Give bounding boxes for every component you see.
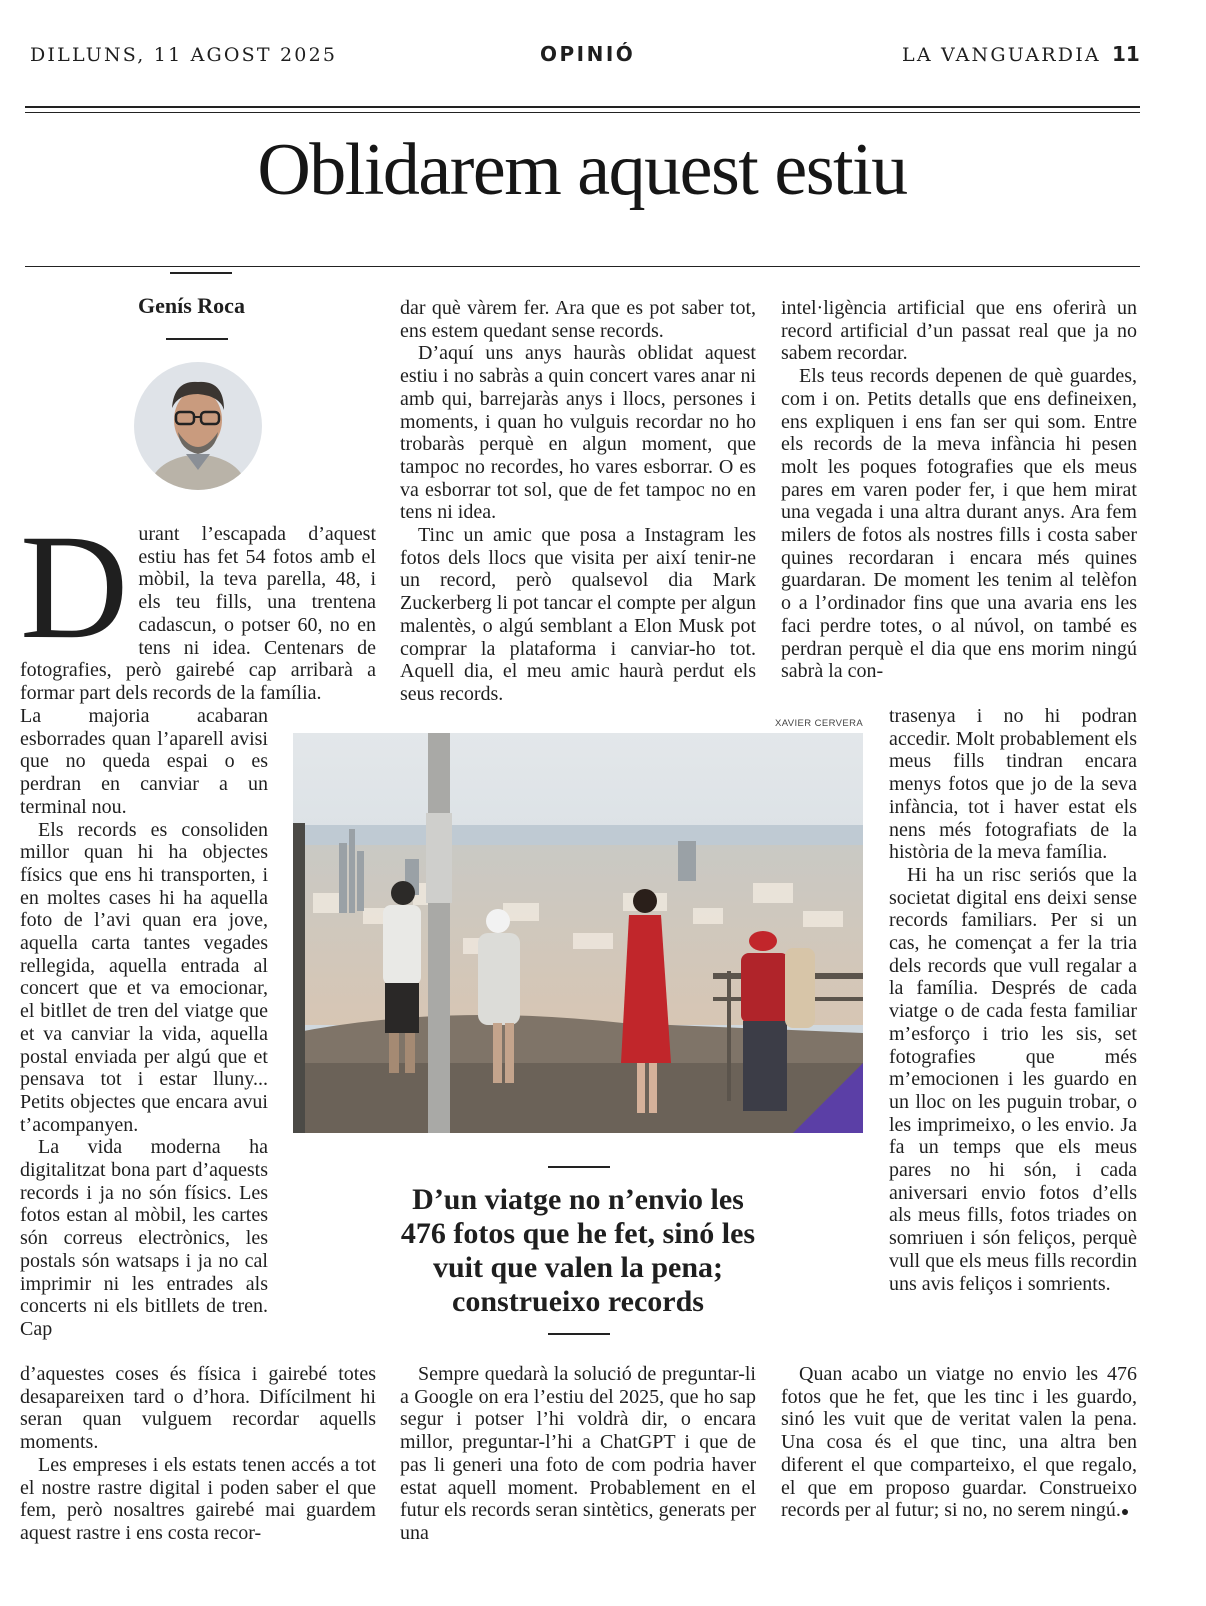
paragraph-google-chatgpt: Sempre quedarà la solució de preguntar-li a Google on era l’estiu del 2025, que ho sap segur i potser l’hi voldrà dir, o encara millor, preguntar-l’hi a ChatGPT i que de pas li generi una foto de com podria haver estat aquell moment. Probablement en el futur els records seran sintètics, generats per una (400, 1363, 756, 1544)
photo-credit: XAVIER CERVERA (775, 718, 864, 729)
headline: Oblidarem aquest estiu (257, 129, 907, 211)
byline-rule-bottom (166, 338, 228, 340)
paragraph-closing (781, 1363, 1137, 1525)
title-rule (25, 266, 1140, 267)
byline-rule-top (170, 272, 232, 274)
paragraph-serious-risk: Hi ha un risc seriós que la societat digital ens deixi sense records familiars. Per si un cas, he començat a fer la tria dels records que vull regalar a la família. Després de cada viatge o de cada festa familiar m’esforço i trio les sis, set fotografies que més m’emocionen i les guardo en un lloc on les puguin trobar, o les imprimeixo, o les envio. Ja fa un temps que els meus pares no hi són, i cada aniversari envio fotos d’ells als meus fills, fotos triades on somriuen i són feliços, perquè vull que els meus fills recordin uns avis feliços i somrients. (889, 863, 1137, 1295)
header-rule-bottom (25, 112, 1140, 113)
header-rule-top (25, 106, 1140, 108)
column-3-lower (781, 1363, 1137, 1525)
paragraph-digital-trace: Les empreses i els estats tenen accés a tot el nostre rastre digital i poden saber el que fem, però nosaltres gairebé mai guardem aquest rastre i ens costa recor- (20, 1453, 376, 1544)
closing-text: Quan acabo un viatge no envio les 476 fotos que he fet, que les tinc i les guardo, sinó les vuit que de veritat valen la pena. Una cosa és el que tinc, una altra ben diferent el que comparteixo, el que regalo, el que em proposo guardar. Construeixo records per al futur; si no, no serem ningú. (781, 1363, 1137, 1522)
author-portrait (134, 362, 262, 490)
article-photo (293, 733, 863, 1133)
pull-quote-rule-top (548, 1166, 610, 1168)
paragraph-your-memories: Els teus records depenen de què guardes, com i on. Petits detalls que ens defineixen, ens expliquen i ens fan ser qui som. Entre els records de la meva infància hi pesen molt les poques fotografies que els meus pares em varen poder fer, i que hem mirat una vegada i una altra durant anys. Ara fem milers de fotos als nostres fills i costa saber quines recordaran i encara més quines guardaran. De moment les tenim al telèfon o a l’ordinador fins que una avaria ens les faci perdre totes, o al núvol, on també es perdran perquè el dia que ens morim ningú sabrà la con- (781, 365, 1137, 683)
paragraph-intro: urant l’escapada d’aquest estiu has fet 54 fotos amb el mòbil, la teva parella, 48, i els teu fills, una trentena cadascun, o potser 60, no en tens ni idea. Centenars de fotografies, però gairebé cap arribarà a formar part dels records de la família. (20, 523, 376, 704)
end-mark: ● (1120, 1505, 1130, 1521)
column-3-middle (889, 705, 1137, 1295)
paragraph-digitalized-continued: d’aquestes coses és física i gairebé totes desapareixen tard o d’hora. Difícilment hi seran quan vulguem recordar aquells moments. (20, 1363, 376, 1454)
paragraph-instagram: Tinc un amic que posa a Instagram les fotos dels llocs que visita per així tenir-ne un record, però qualsevol dia Mark Zuckerberg li pot tancar el compte per algun malentès, o algú semblant a Elon Musk pot comprar la plataforma i canviar-ho tot. Aquell dia, el meu amic haurà perdut els seus records. (400, 524, 756, 705)
paragraph-artificial-memory: intel·ligència artificial que ens oferirà un record artificial d’un passat real que ja no sabem recordar. (781, 297, 1137, 365)
paragraph-physical-objects: Els records es consoliden millor quan hi ha objectes físics que ens hi transporten, i en moltes cases hi ha aquella foto de l’avi quan era jove, aquella carta tantes vegades rellegida, aquella entrada al concert que et va emocionar, el bitllet de tren del viatge que et va canviar la vida, aquella postal enviada per algú que et pensava tot i estar lluny... Petits objectes que encara avui t’acompanyen. (20, 818, 268, 1136)
column-2-upper (400, 297, 756, 706)
page-number: 11 (1112, 42, 1140, 66)
section-label: OPINIÓ (540, 42, 636, 66)
drop-cap: D (20, 504, 129, 670)
column-1-middle (20, 705, 268, 1341)
column-1-upper (20, 504, 376, 705)
pull-quote: D’un viatge no n’envio les 476 fotos que he fet, sinó les vuit que valen la pena; construeixo records (400, 1183, 756, 1318)
pull-quote-rule-bottom (548, 1333, 610, 1335)
paragraph-remember: dar què vàrem fer. Ara que es pot saber tot, ens estem quedant sense records. (400, 297, 756, 342)
column-1-lower (20, 1363, 376, 1545)
author-byline: Genís Roca (138, 293, 245, 318)
paragraph-your-memories-continued: trasenya i no hi podran accedir. Molt probablement els meus fills tindran encara menys fotos que jo de la seva infància, tot i haver estat els nens més fotografiats de la història de la meva família. (889, 705, 1137, 864)
paragraph-forgotten-summer: D’aquí uns anys hauràs oblidat aquest estiu i no sabràs a quin concert vares anar ni amb qui, barrejaràs anys i llocs, persones i moments, i quan ho vulguis recordar no ho trobaràs perquè en algun moment, que tampoc no recordes, ho vares esborrar. O es va esborrar tot sol, que de fet tampoc no en tens ni idea. (400, 342, 756, 524)
paragraph-intro-continued: La majoria acabaran esborrades quan l’aparell avisi que no queda espai o es perdran en canviar a un terminal nou. (20, 705, 268, 818)
paragraph-digitalized: La vida moderna ha digitalitzat bona part d’aquests records i ja no són físics. Les fotos estan al mòbil, les cartes són correus electrònics, les postals són watsaps i ja no cal imprimir ni les entrades als concerts ni els bitllets de tren. Cap (20, 1136, 268, 1340)
publication-name: LA VANGUARDIA (902, 44, 1101, 66)
column-3-upper (781, 297, 1137, 683)
issue-date: DILLUNS, 11 AGOST 2025 (30, 44, 338, 66)
column-2-lower (400, 1363, 756, 1545)
